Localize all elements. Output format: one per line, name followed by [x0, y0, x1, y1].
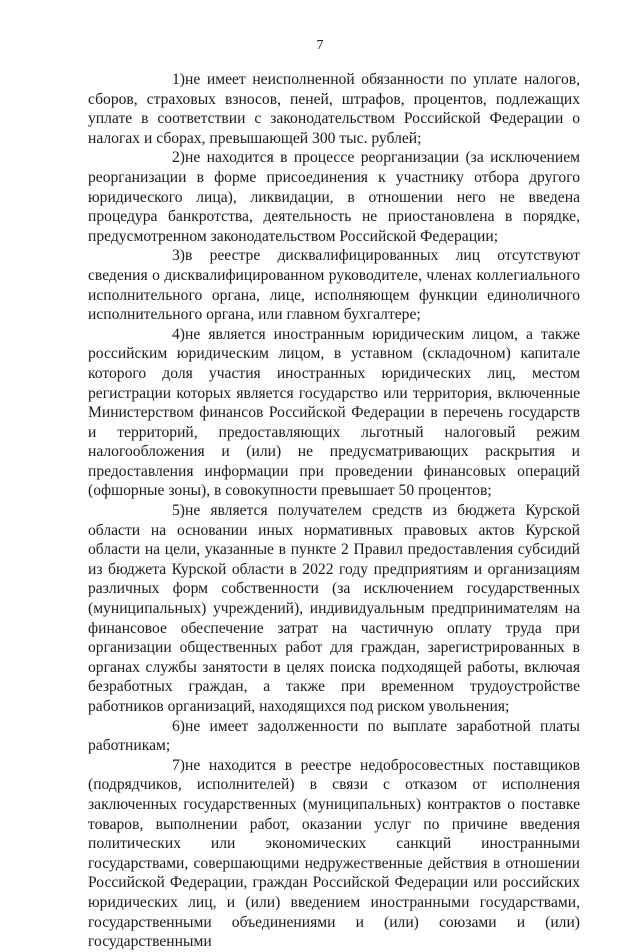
- item-number: 2): [172, 149, 185, 167]
- item-number: 4): [172, 325, 185, 343]
- item-number: 5): [172, 502, 185, 520]
- page-number: 7: [316, 38, 324, 53]
- item-text: не является получателем средств из бюджета Курской области на основании иных нормативных правовых актов Курской области на цели, указанные в пункте 2 Правил предоставления субсидий из бюджета Курской области в 2022 году предприятиям и организациям различных форм собственности (за исключением государственных (муниципальных) учреждений), индивидуальным предпринимателям на финансовое обеспечение затрат на частичную оплату труда при организации общественных работ для граждан, зарегистрированных в органах службы занятости в целях поиска подходящей работы, включая безработных граждан, а также при временном трудоустройстве работников организаций, находящихся под риском увольнения;: [88, 502, 580, 715]
- list-item-5: [88, 501, 580, 717]
- item-text: в реестре дисквалифицированных лиц отсутствуют сведения о дисквалифицированном руководителе, членах коллегиального исполнительного органа, лице, исполняющем функции единоличного исполнительного органа, или главном бухгалтере;: [88, 247, 580, 324]
- list-item-6: [88, 717, 580, 756]
- item-number: 6): [172, 717, 185, 735]
- list-item-3: [88, 246, 580, 324]
- item-number: 7): [172, 756, 185, 774]
- list-item-2: [88, 148, 580, 246]
- list-item-7: [88, 756, 580, 952]
- item-text: не находится в реестре недобросовестных поставщиков (подрядчиков, исполнителей) в связи с отказом от исполнения заключенных государственных (муниципальных) контрактов о поставке товаров, выполнении работ, оказании услуг по причине введения политических или экономических санкций иностранными государствами, совершающими недружественные действия в отношении Российской Федерации, граждан Российской Федерации или российских юридических лиц, и (или) введением иностранными государствами, государственными объединениями и (или) союзами и (или) государственными: [88, 756, 580, 951]
- list-item-4: [88, 325, 580, 501]
- item-text: не находится в процессе реорганизации (за исключением реорганизации в форме присоединения к участнику отбора другого юридического лица), ликвидации, в отношении него не введена процедура банкротства, деятельность не приостановлена в порядке, предусмотренном законодательством Российской Федерации;: [88, 149, 580, 245]
- item-text: не является иностранным юридическим лицом, а также российским юридическим лицом, в уставном (складочном) капитале которого доля участия иностранных юридических лиц, местом регистрации которых является государство или территория, включенные Министерством финансов Российской Федерации в перечень государств и территорий, предоставляющих льготный налоговый режим налогообложения и (или) не предусматривающих раскрытия и предоставления информации при проведении финансовых операций (офшорные зоны), в совокупности превышает 50 процентов;: [88, 325, 580, 500]
- list-item-1: [88, 70, 580, 148]
- document-body: [88, 70, 580, 952]
- item-text: не имеет задолженности по выплате заработной платы работникам;: [88, 717, 580, 755]
- item-number: 3): [172, 247, 185, 265]
- item-number: 1): [172, 71, 185, 88]
- item-text: не имеет неисполненной обязанности по уплате налогов, сборов, страховых взносов, пеней, штрафов, процентов, подлежащих уплате в соответствии с законодательством Российской Федерации о налогах и сборах, превышающей 300 тыс. рублей;: [88, 71, 580, 147]
